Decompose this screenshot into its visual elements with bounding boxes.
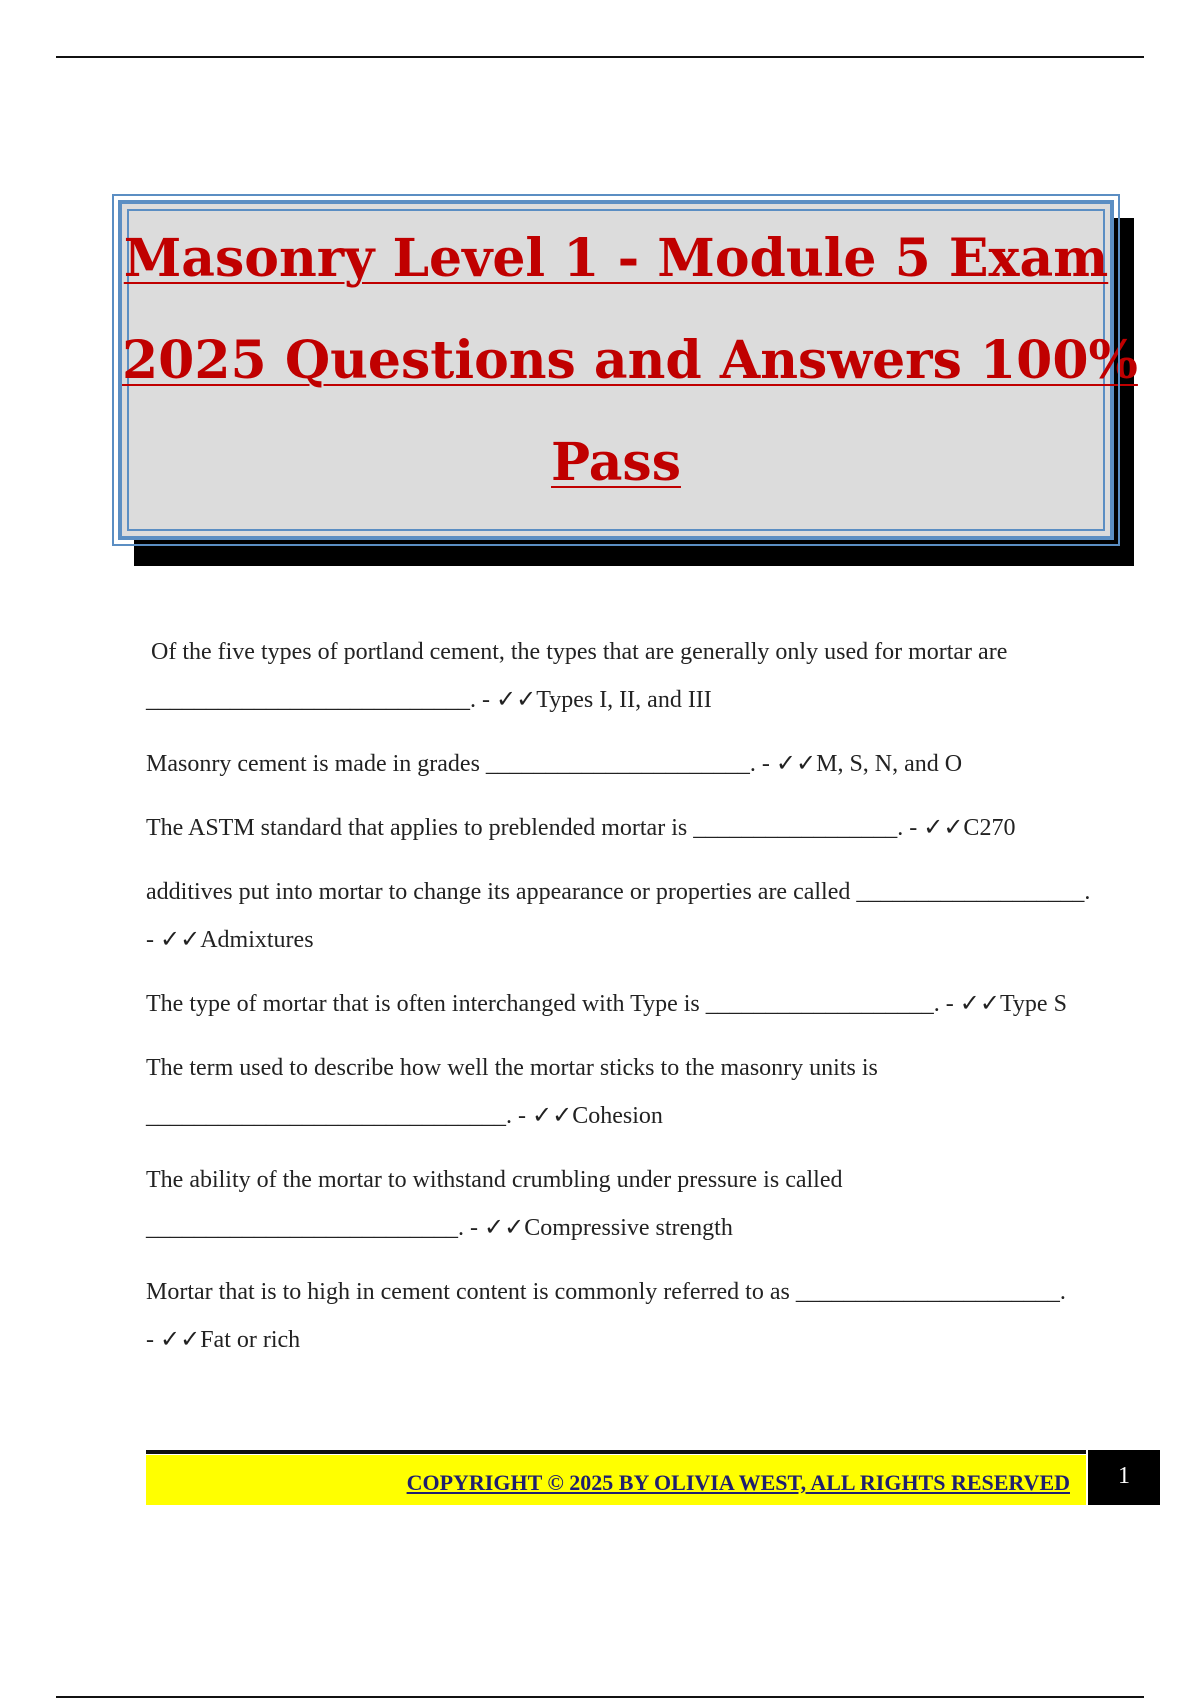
answer-text: - ✓✓Types I, II, and III: [482, 687, 712, 713]
answer-text: - ✓✓M, S, N, and O: [761, 751, 963, 777]
question-list: [146, 628, 1106, 1380]
question-text: additives put into mortar to change its appearance or properties are called ___________________.: [146, 879, 1091, 905]
question-item: [146, 980, 1106, 1028]
title-line-2: 2025 Questions and Answers 100%: [122, 330, 1138, 391]
page-number: 1: [1088, 1450, 1160, 1505]
question-item: [146, 868, 1106, 964]
title-box: [118, 200, 1138, 540]
question-text: Mortar that is to high in cement content is commonly referred to as ______________________.: [146, 1279, 1066, 1305]
question-text: The ASTM standard that applies to preblended mortar is _________________.: [146, 815, 904, 841]
top-rule: [56, 56, 1144, 58]
question-item: [146, 628, 1106, 724]
answer-text: - ✓✓C270: [909, 815, 1016, 841]
answer-text: - ✓✓Type S: [945, 991, 1067, 1017]
title-line-3: Pass: [551, 432, 681, 493]
question-item: [146, 804, 1106, 852]
question-text: Of the five types of portland cement, the types that are generally only used for mortar are ___________________________.: [146, 639, 1008, 713]
copyright-notice: COPYRIGHT © 2025 BY OLIVIA WEST, ALL RIGHTS RESERVED: [406, 1470, 1070, 1495]
question-text: Masonry cement is made in grades ______________________.: [146, 751, 756, 777]
question-item: [146, 1268, 1106, 1364]
title-line-1: Masonry Level 1 - Module 5 Exam: [123, 228, 1109, 289]
question-item: [146, 1044, 1106, 1140]
bottom-rule: [56, 1696, 1144, 1698]
answer-text: - ✓✓Compressive strength: [470, 1215, 733, 1241]
question-item: [146, 740, 1106, 788]
answer-text: - ✓✓Admixtures: [146, 927, 314, 953]
question-item: [146, 1156, 1106, 1252]
question-text: The type of mortar that is often interchanged with Type is ___________________.: [146, 991, 940, 1017]
answer-text: - ✓✓Cohesion: [518, 1103, 663, 1129]
question-text: The ability of the mortar to withstand crumbling under pressure is called __________________________.: [146, 1167, 843, 1241]
footer-rule: [146, 1450, 1086, 1454]
answer-text: - ✓✓Fat or rich: [146, 1327, 301, 1353]
question-text: The term used to describe how well the mortar sticks to the masonry units is ______________________________.: [146, 1055, 878, 1129]
